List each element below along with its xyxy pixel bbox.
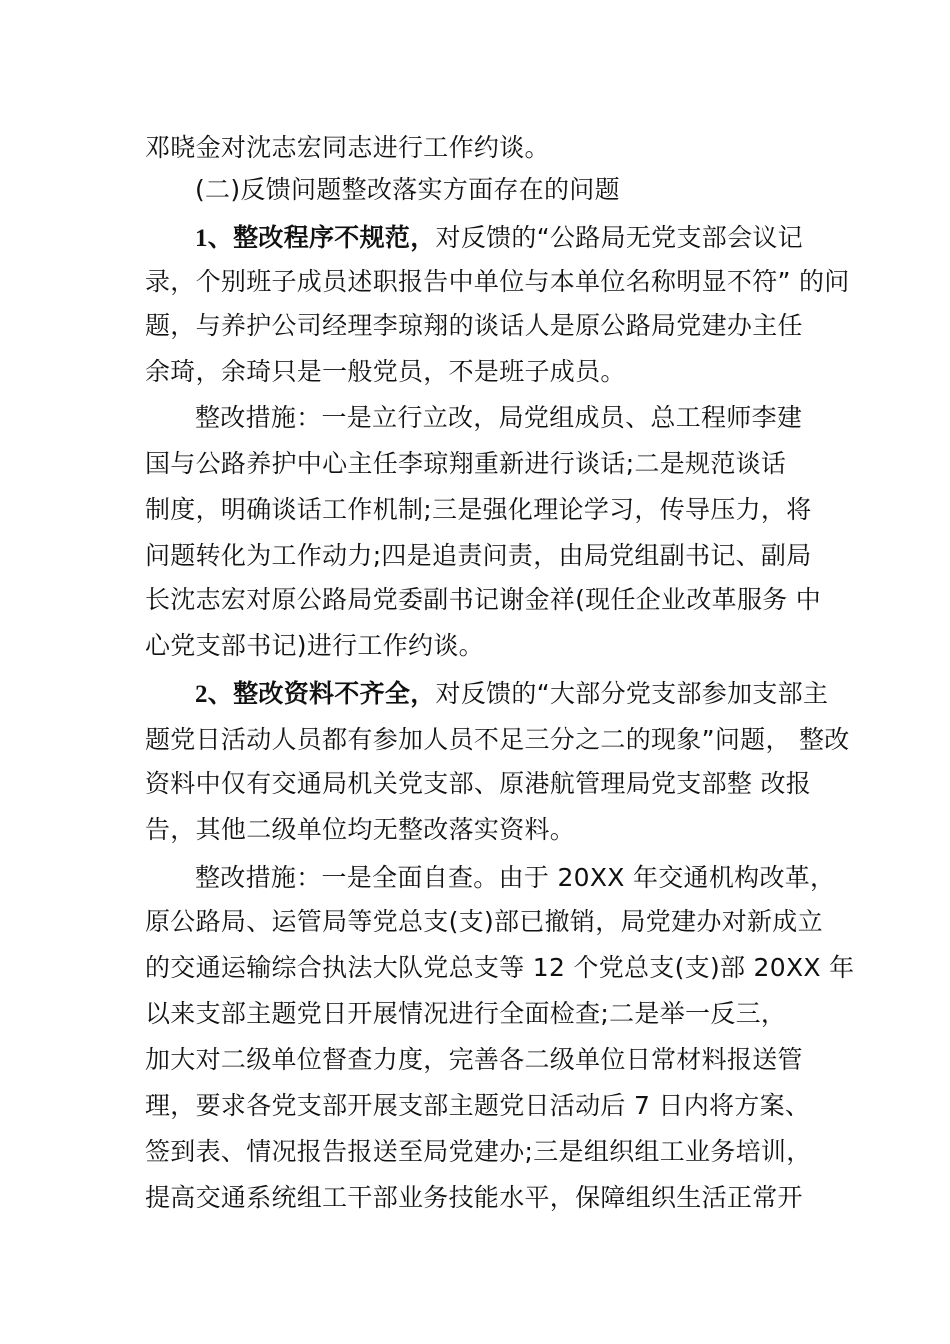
text-line: [145, 1045, 803, 1075]
text-line: [195, 679, 828, 710]
text-line: [195, 863, 835, 893]
line-text: 签到表、情况报告报送至局党建办;三是组织组工业务培训，: [145, 1137, 812, 1166]
bold-heading: 2、整改资料不齐全，: [195, 681, 436, 708]
line-text: 的交通运输综合执法大队党总支等 12 个党总支(支)部 20XX 年: [145, 953, 855, 982]
line-text: 理，要求各党支部开展支部主题党日活动后 7 日内将方案、: [145, 1091, 811, 1120]
text-line: [145, 999, 786, 1029]
line-text: 提高交通系统组工干部业务技能水平，保障组织生活正常开: [145, 1183, 803, 1212]
text-line: [195, 403, 802, 433]
text-line: [145, 1183, 803, 1213]
text-line: [145, 953, 854, 983]
line-text: 以来支部主题党日开展情况进行全面检查;二是举一反三，: [145, 999, 787, 1028]
line-text: (二)反馈问题整改落实方面存在的问题: [195, 175, 620, 204]
text-line: [145, 631, 484, 661]
text-line: [145, 1137, 812, 1167]
line-text: 整改措施：一是全面自查。由于 20XX 年交通机构改革，: [195, 863, 836, 892]
line-text: 长沈志宏对原公路局党委副书记谢金祥(现任企业改革服务 中: [145, 585, 822, 614]
line-text: 资料中仅有交通局机关党支部、原港航管理局党支部整 改报: [145, 769, 812, 798]
text-line: [145, 541, 812, 571]
line-text: 制度，明确谈话工作机制;三是强化理论学习，传导压力，将: [145, 495, 812, 524]
line-text: 国与公路养护中心主任李琼翔重新进行谈话;二是规范谈话: [145, 449, 787, 478]
text-line: [195, 175, 620, 205]
line-text: 对反馈的“公路局无党支部会议记: [435, 223, 803, 252]
text-line: [145, 495, 812, 525]
text-line: [145, 907, 823, 937]
text-line: [145, 311, 803, 341]
line-text: 加大对二级单位督查力度，完善各二级单位日常材料报送管: [145, 1045, 803, 1074]
text-line: [145, 815, 575, 845]
text-line: [145, 357, 626, 387]
line-text: 余琦，余琦只是一般党员，不是班子成员。: [145, 357, 626, 386]
line-text: 题，与养护公司经理李琼翔的谈话人是原公路局党建办主任: [145, 311, 803, 340]
line-text: 原公路局、运管局等党总支(支)部已撤销，局党建办对新成立: [145, 907, 823, 936]
line-text: 对反馈的“大部分党支部参加支部主: [435, 679, 829, 708]
line-text: 心党支部书记)进行工作约谈。: [145, 631, 484, 660]
line-text: 录，个别班子成员述职报告中单位与本单位名称明显不符” 的问: [145, 267, 850, 296]
text-line: [145, 133, 550, 163]
text-line: [145, 1091, 810, 1121]
text-line: [145, 267, 850, 297]
line-text: 邓晓金对沈志宏同志进行工作约谈。: [145, 133, 550, 162]
text-line: [145, 725, 850, 755]
line-text: 告，其他二级单位均无整改落实资料。: [145, 815, 576, 844]
text-line: [195, 223, 803, 254]
text-line: [145, 769, 811, 799]
bold-heading: 1、整改程序不规范，: [195, 225, 436, 252]
line-text: 题党日活动人员都有参加人员不足三分之二的现象”问题， 整改: [145, 725, 850, 754]
text-line: [145, 449, 786, 479]
text-line: [145, 585, 821, 615]
line-text: 整改措施：一是立行立改，局党组成员、总工程师李建: [195, 403, 803, 432]
line-text: 问题转化为工作动力;四是追责问责，由局党组副书记、副局: [145, 541, 812, 570]
